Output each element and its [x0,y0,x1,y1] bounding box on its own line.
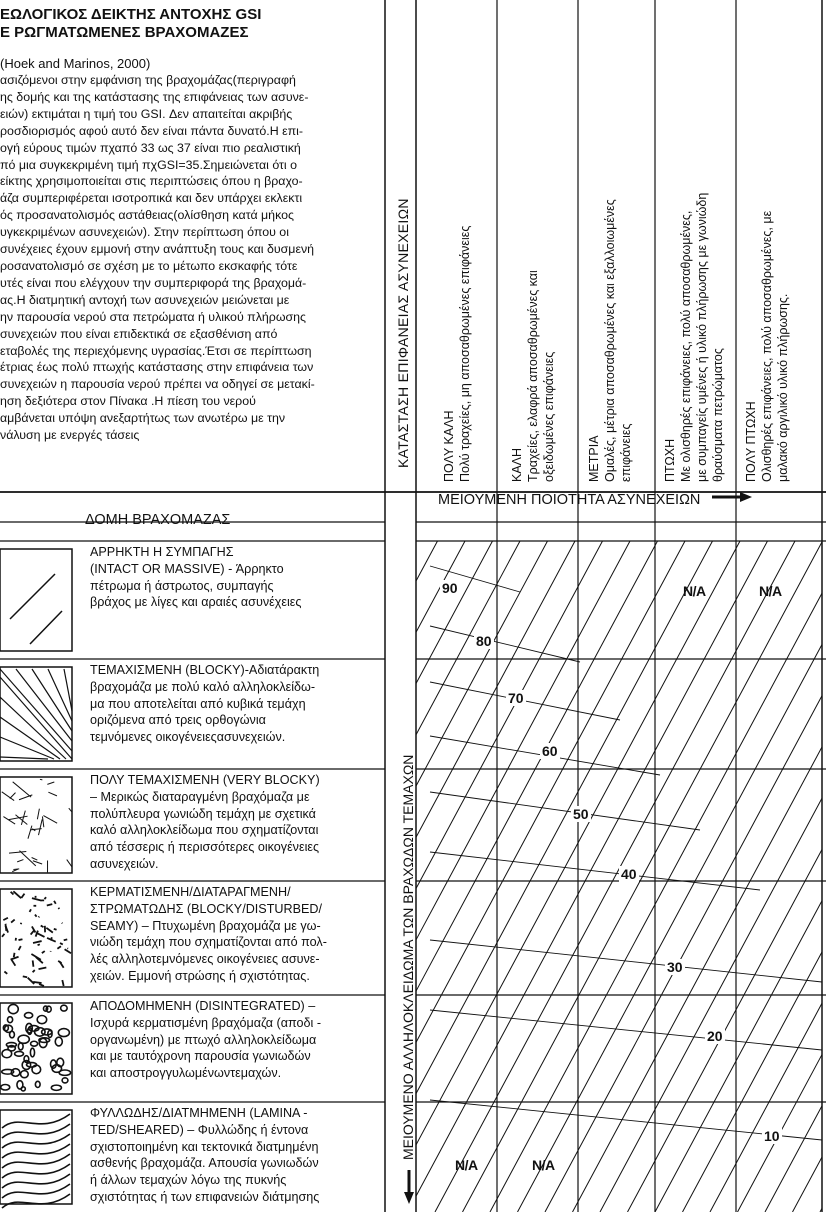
intro-line: νάλυση με ενεργές τάσεις [0,428,140,443]
condition-description-line: θραύσματα πετρώματος [711,348,725,482]
blocky-rock-icon [0,667,72,761]
intact-rock-icon [0,549,72,651]
gsi-contour-label: 40 [621,866,637,882]
pictogram-stroke [38,944,40,945]
row-direction-label: ΜΕΙΟΥΜΕΝΟ ΑΛΛΗΛΟΚΛΕΙΔΩΜΑ ΤΩΝ ΒΡΑΧΩΔΩΝ ΤΕΜΑΧΩΝ [400,754,416,1160]
condition-description-line: με συμπαγείς υμένες ή υλικό πλήρωσης με γωνιώδη [695,192,709,482]
condition-very-poor [743,211,791,482]
structure-description-line: TED/SHEARED) – Φυλλώδης ή έντονα [90,1122,309,1137]
structure-description-line: ΑΡΡΗΚΤΗ Η ΣΥΜΠΑΓΗΣ [90,545,234,559]
structure-header: ΔΟΜΗ ΒΡΑΧΟΜΑΖΑΣ [85,512,231,528]
na-label-poor-intact: N/A [683,583,706,599]
structure-description-line: από τέσσερις ή περισσότερες οικογένειες [90,840,320,855]
hatch-line [573,541,826,1212]
structure-description-line: ασυνεχειών. [90,856,159,871]
condition-header: ΚΑΤΑΣΤΑΣΗ ΕΠΙΦΑΝΕΙΑΣ ΑΣΥΝΕΧΕΙΩΝ [395,198,411,468]
structure-description-line: πολύπλευρα γωνιώδη τεμάχη με σχετικά [90,806,316,821]
pictogram-stroke [54,929,57,930]
pictogram-stroke [62,923,63,924]
structure-intact-description [90,544,390,611]
intro-line: αμβάνεται υπόψη ανεξαρτήτως των ανωτέρω με την [0,411,286,426]
pictogram-stroke [23,976,27,977]
na-label-very-poor-intact: N/A [759,583,782,599]
structure-description-line: ΣΤΡΩΜΑΤΩΔΗΣ (BLOCKY/DISTURBED/ [90,901,322,916]
pictogram-stroke [64,939,68,940]
title-line-1: ΕΩΛΟΓΙΚΟΣ ΔΕΙΚΤΗΣ ΑΝΤΟΧΗΣ GSI [0,6,262,23]
hatch-line [793,541,826,1212]
pictogram-stroke [47,904,52,905]
gsi-contour-line [430,1010,822,1050]
intro-line: ός προσανατολισμός αστάθειας(ολίσθηση κατά μήκος [0,208,294,223]
pictogram-frame [0,777,72,873]
structure-description-line: ΦΥΛΛΩΔΗΣ/ΔΙΑΤΜΗΜΕΝΗ (LAMINA - [90,1106,308,1120]
condition-description-line: οξειδωμένες επιφάνειες [542,351,556,482]
structure-description-line: ΠΟΛΥ ΤΕΜΑΧΙΣΜΕΝΗ (VERY BLOCKY) [90,773,320,787]
gsi-contour-line [430,792,700,830]
hatch-line [408,541,768,1212]
intro-line: υτές είναι που ελέγχουν την συμπεριφορά της βραχομά- [0,275,307,290]
condition-rating-label: ΜΕΤΡΙΑ [587,435,601,482]
disturbed-seamy-rock-icon [0,889,72,987]
condition-description-line: Ομαλές, μέτρια αποσαθρωμένες και εξαλλοιωμένες [603,199,617,482]
pictogram-stroke [19,939,23,940]
laminated-sheared-rock-icon [0,1110,72,1208]
condition-description-line: επιφάνειες [619,423,633,482]
arrow-down-icon [403,1170,415,1204]
na-label-very-good-laminated: N/A [455,1157,478,1173]
pictogram-stroke [33,960,34,966]
gsi-contour-label: 90 [442,580,458,596]
intro-line: εταβολές της περιεχόμενης υγρασίας.Έτσι σε περίπτωση [0,343,312,358]
gsi-contour-label: 20 [707,1028,723,1044]
column-direction-label [420,492,826,508]
hatch-line [820,541,826,1212]
gsi-contour-line [430,940,822,982]
structure-description-line: οριζόμενα από τρεις ορθογώνια [90,713,266,728]
pictogram-stroke [44,897,46,899]
decreasing-quality-label: ΜΕΙΟΥΜΕΝΗ ΠΟΙΟΤΗΤΑ ΑΣΥΝΕΧΕΙΩΝ [438,492,701,508]
structure-description-line: βραχομάζα με πολύ καλό αλληλοκλείδω- [90,679,316,694]
pictogram-stroke [13,869,19,870]
gsi-contour-label: 50 [573,806,589,822]
structure-description-line: ΑΠΟΔΟΜΗΜΕΝΗ (DISINTEGRATED) – [90,999,316,1013]
intro-line: ροσδιορισμός αφού αυτό δεν είναι πάντα δυνατό.Η επι- [0,123,304,138]
condition-rating-label: ΚΑΛΗ [510,447,524,482]
structure-description-line: λές αλληλοτεμνόμενες οικογένειες ασυνε- [90,952,320,967]
intro-line: έτριας έως πολύ πτωχής κατάστασης στην επιφάνεια των [0,360,314,375]
intro-line: συνεχειών η παρουσία νερού πρέπει να οδηγεί σε μετακί- [0,377,315,392]
structure-description-line: χειών. Εμμονή στρώσης ή σχιστότητας. [90,968,310,983]
condition-fair [586,199,634,482]
intro-line: ειών) εκτιμάται η τιμή του GSI. Δεν απαιτείται ακριβής [0,106,293,121]
pictogram-stroke [58,908,59,909]
structure-very-blocky-description [90,772,390,873]
condition-description-line: Πολύ τραχείες, μη αποσαθρωμένες επιφάνειες [458,225,472,482]
intro-line: ασιζόμενοι στην εμφάνιση της βραχομάζας(περιγραφή [0,73,296,87]
structure-description-line: (INTACT OR MASSIVE) - Άρρηκτο [90,561,284,576]
structure-description-line: τεμνόμενες οικογένειεςασυνεχειών. [90,730,286,745]
gsi-contour-label: 70 [508,690,524,706]
structure-description-line: και αποστρογγυλωμένωντεμαχών. [90,1066,282,1081]
condition-rating-label: ΠΤΩΧΗ [663,438,677,482]
condition-poor [662,193,726,482]
gsi-contour-label: 60 [542,743,558,759]
condition-description-line: Με ολισθηρές επιφάνειες, πολύ αποσαθρωμένες, [679,210,693,482]
pictogram-stroke [39,917,40,918]
pictogram-stroke [60,943,63,944]
pictogram-stroke [30,909,31,912]
structure-disintegrated-description [90,998,390,1082]
intro-line: συνεχειών που είναι επιδεκτικά σε εξασθένιση από [0,326,278,341]
structure-description-line: βράχος με λίγες και αραιές ασυνέχειες [90,595,302,610]
condition-rating-label: ΠΟΛΥ ΚΑΛΗ [442,410,456,482]
intro-line: ην παρουσία νερού στα πετρώματα ή υλικού πλήρωσης [0,309,307,324]
title-line-2: Ε ΡΩΓΜΑΤΩΜΕΝΕΣ ΒΡΑΧΟΜΑΖΕΣ [0,24,249,41]
gsi-contour-label: 10 [764,1128,780,1144]
structure-description-line: ΚΕΡΜΑΤΙΣΜΕΝΗ/ΔΙΑΤΑΡΑΓΜΕΝΗ/ [90,885,291,899]
intro-line: πό μια συγκεκριμένη τιμή πχGSI=35.Σημειώνεται ότι ο [0,157,298,172]
intro-line: ροσανατολισμό σε σχέση με το μέτωπο εκσκαφής τότε [0,258,298,273]
structure-description-line: σχιστοποιημένη και τεκτονικά διατμημένη [90,1139,319,1154]
intro-line: άζα συμπεριφέρεται ισοτροπικά και δεν υπάρχει εκλεκτι [0,191,303,206]
condition-rating-label: ΠΟΛΥ ΠΤΩΧΗ [744,401,758,482]
hatch-line [380,541,740,1212]
intro-line: είκτης χρησιμοποιείται στις περιπτώσεις όπου η βραχο- [0,174,303,189]
arrow-right-icon [712,490,752,500]
pictogram-stroke [5,924,6,931]
hatch-line [738,541,826,1212]
structure-description-line: και με ταυτόχρονη παρουσία γωνιωδών [90,1049,311,1064]
gsi-contour-label: 80 [476,633,492,649]
pictogram-stroke [51,937,52,940]
intro-line: υγκεκριμένων ασυνεχειών). Στην περίπτωση όπου οι [0,225,289,240]
structure-blocky-description [90,662,390,746]
intro-line: ηση δεξιότερα στον Πίνακα .Η πίεση του νερού [0,394,256,409]
structure-description-line: νιώδη τεμάχη που σχηματίζονται από πολ- [90,935,327,950]
condition-description-line: Ολισθηρές επιφάνειες, πολύ αποσαθρωμένες, με [760,210,774,482]
structure-description-line: μα που αποτελείται από κυβικά τεμάχη [90,696,306,711]
pictogram-stroke [33,982,41,983]
intro-line: ογή εύρους τιμών πχαπό 33 ως 37 είναι πιο ρεαλιστική [0,140,301,155]
structure-disturbed-description [90,884,390,985]
structure-description-line: – Μερικώς διαταραγμένη βραχόμαζα με [90,789,310,804]
condition-good [509,270,557,482]
pictogram-stroke [14,953,15,957]
structure-description-line: SEAMY) – Πτυχωμένη βραχομάζα με γω- [90,918,321,933]
pictogram-frame [0,549,72,651]
pictogram-stroke [40,779,42,780]
hatch-line [683,541,826,1212]
structure-description-line: καλό αλληλοκλείδωμα που σχηματίζονται [90,823,319,838]
structure-laminated-description [90,1105,390,1206]
gsi-contour-line [430,626,580,662]
gsi-contour-label: 30 [667,959,683,975]
structure-description-line: ή άλλων τεμαχών λόγω της πυκνής [90,1173,287,1188]
structure-description-line: οργανωμένη) με πτωχό αλληλοκλείδωμα [90,1032,317,1047]
structure-description-line: Ισχυρά κερματισμένη βραχόμαζα (αποδι - [90,1015,322,1030]
intro-line: ας.Η διατμητική αντοχή των ασυνεχειών μειώνεται με [0,292,290,307]
intro-line: ης δομής και της κατάστασης της επιφάνειας των ασυνε- [0,89,309,104]
structure-description-line: σχιστότητας ή των επιφανειών διάτμησης [90,1189,320,1204]
pictogram-frame [0,889,72,987]
condition-description-line: μαλακό αργιλικό υλικό πλήρωσης. [776,293,790,482]
source-citation: (Hoek and Marinos, 2000) [0,56,151,71]
intro-paragraph [0,72,385,444]
intro-line: συνέχειες έχουν εμμονή στην ανάπτυξη τους και δυσμενή [0,242,315,257]
condition-very-good [441,226,473,482]
very-blocky-rock-icon [0,777,72,873]
condition-description-line: Τραχείες, ελαφρά αποσαθρωμένες και [526,270,540,482]
gsi-contour-line [430,852,760,890]
structure-description-line: πέτρωμα ή άστρωτος, συμπαγής [90,578,274,593]
structure-description-line: ασθενής βραχομάζα. Απουσία γωνιωδών [90,1156,319,1171]
chart-title [0,6,385,42]
structure-description-line: ΤΕΜΑΧΙΣΜΕΝΗ (BLOCKY)-Αδιατάρακτη [90,663,320,677]
na-label-good-laminated: N/A [532,1157,555,1173]
disintegrated-rock-icon [0,1003,72,1094]
